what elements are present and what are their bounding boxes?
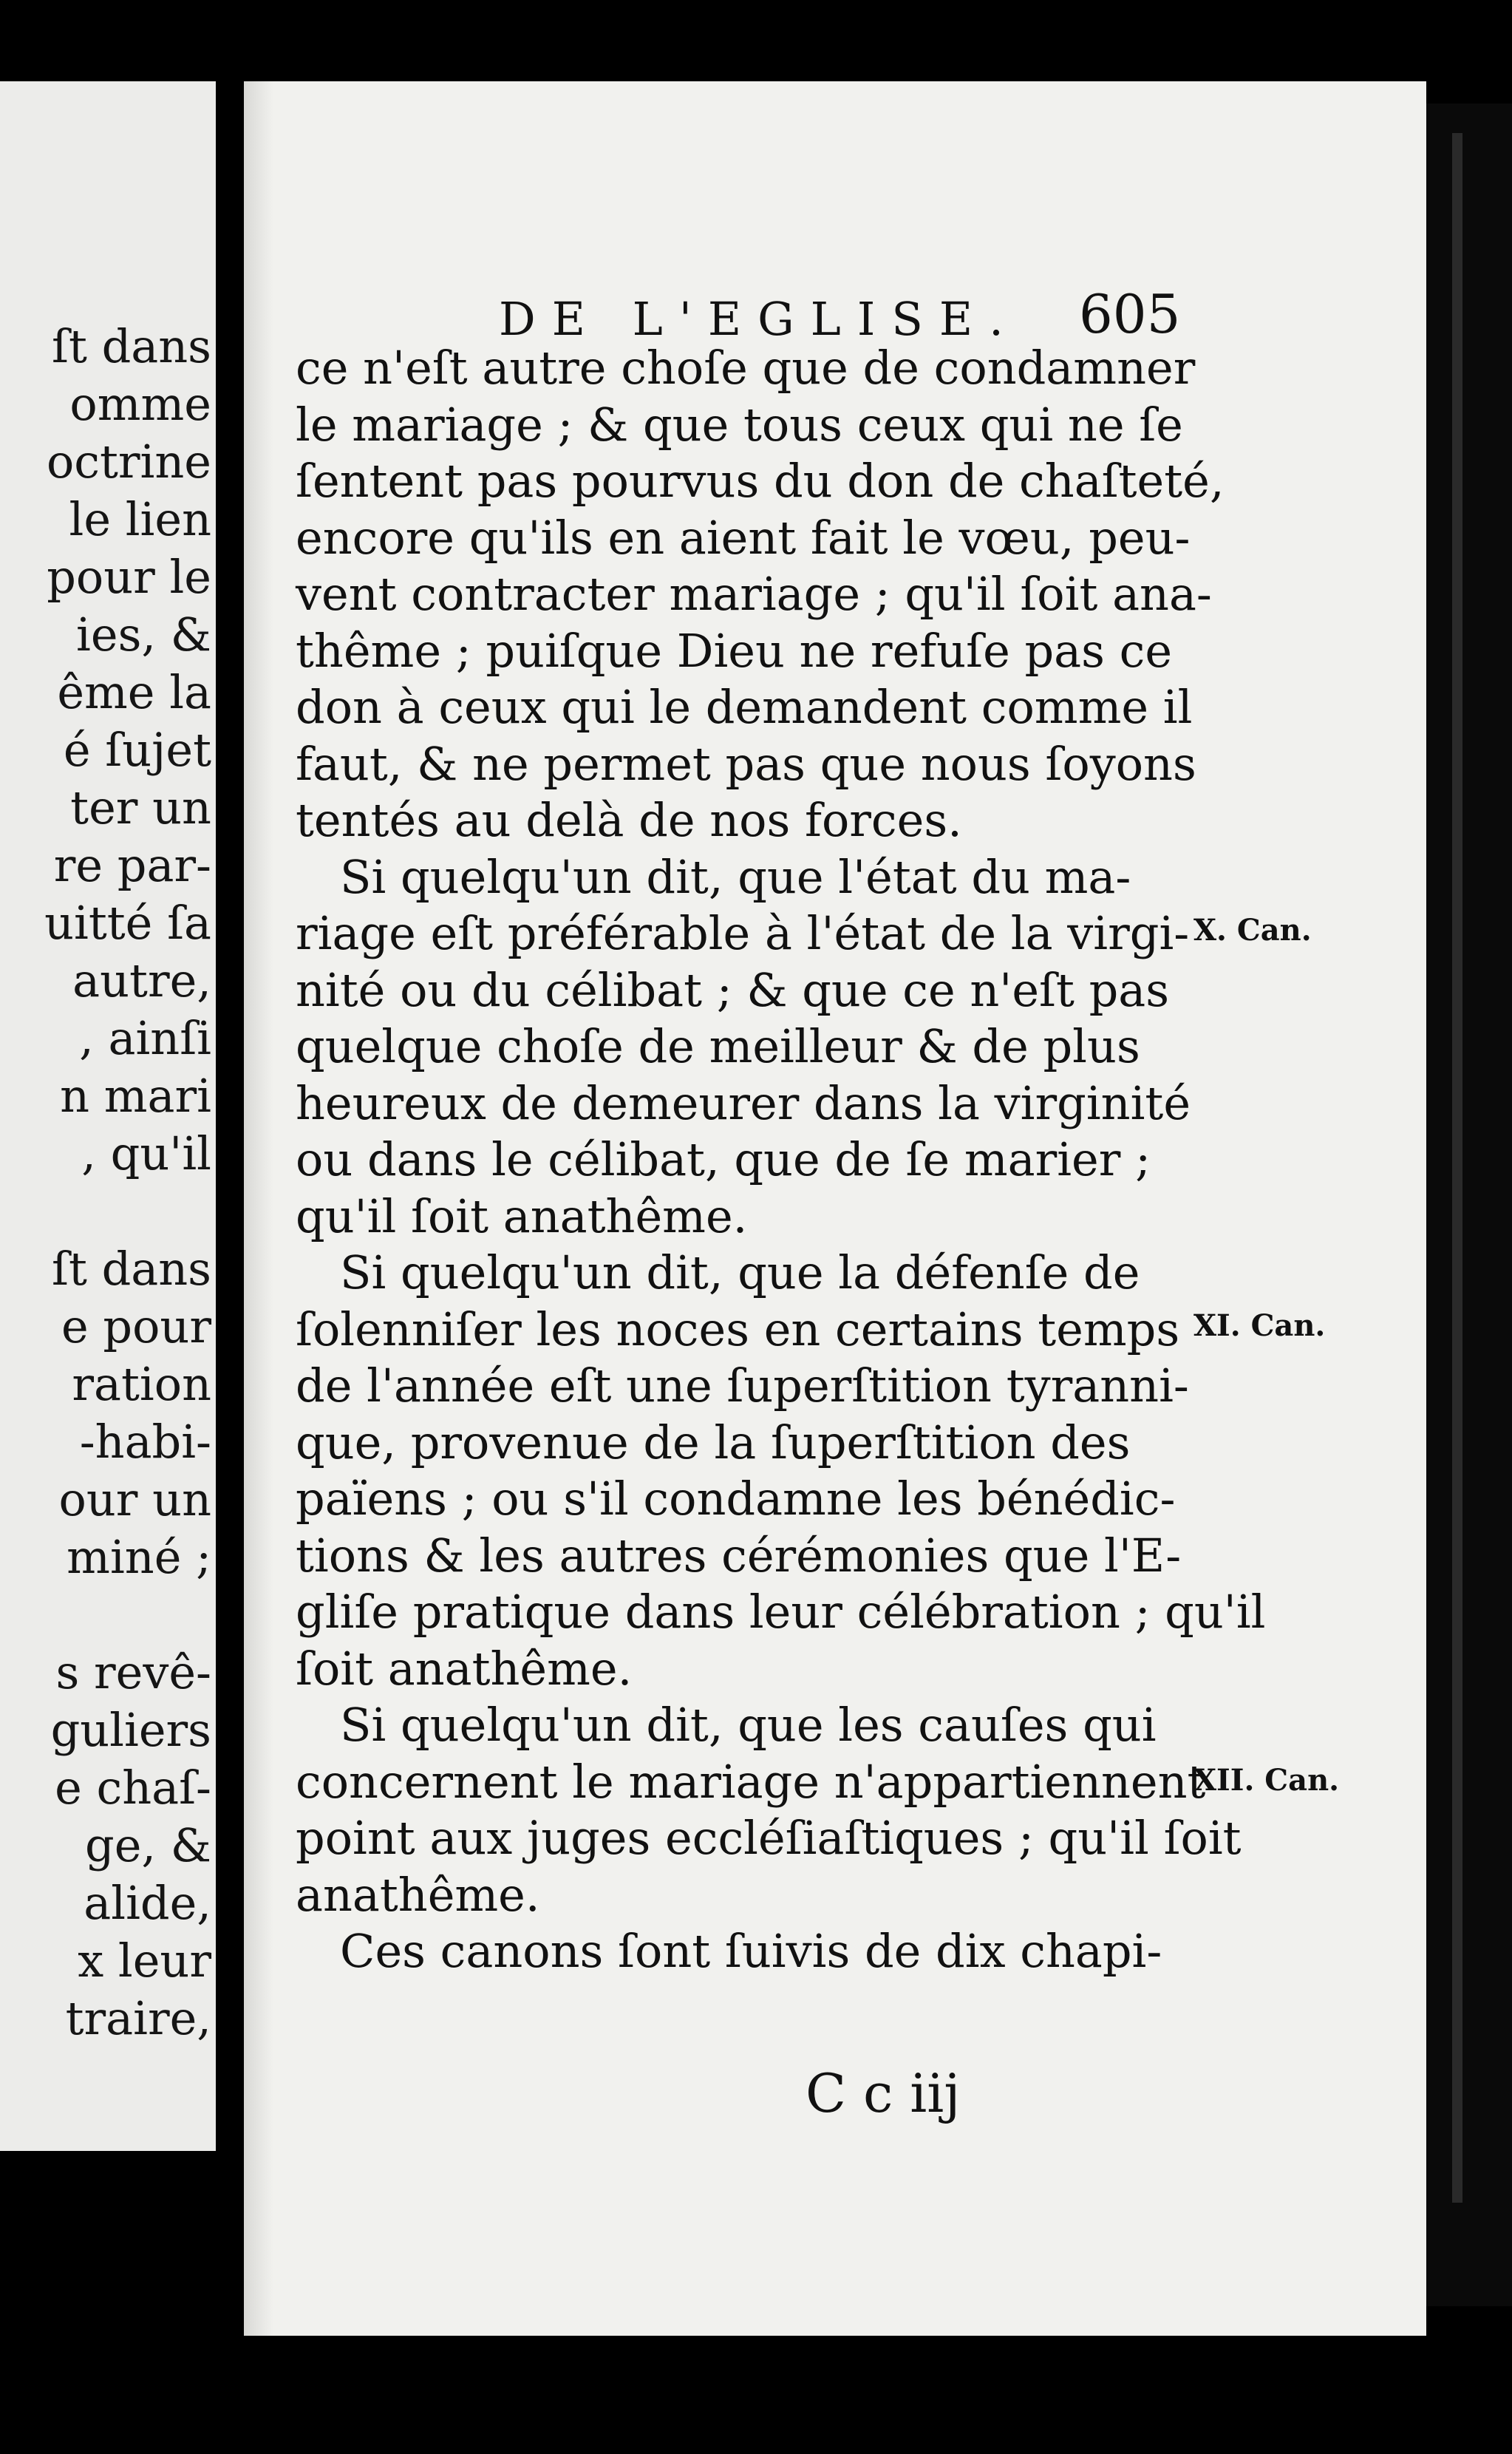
- text-line: thême ; puiſque Dieu ne refuſe pas ce: [296, 623, 1173, 678]
- text-line: concernent le mariage n'appartiennent: [296, 1754, 1206, 1809]
- signature-mark: C c iij: [806, 2062, 961, 2124]
- text-line: don à ceux qui le demandent comme il: [296, 680, 1193, 734]
- text-line: le mariage ; & que tous ceux qui ne ſe: [296, 397, 1183, 452]
- facing-line: ſt dans: [52, 319, 211, 373]
- text-line: qu'il ſoit anathême.: [296, 1189, 748, 1243]
- text-line: vent contracter mariage ; qu'il ſoit ana-: [296, 567, 1212, 621]
- facing-line: ter un: [70, 781, 211, 835]
- facing-line: n mari: [60, 1069, 211, 1123]
- text-line: point aux juges eccléſiaſtiques ; qu'il ſoit: [296, 1811, 1242, 1865]
- text-line: de l'année eſt une ſuperſtition tyranni-: [296, 1359, 1189, 1413]
- facing-line: -habi-: [79, 1415, 211, 1469]
- text-line: anathême.: [296, 1867, 540, 1922]
- text-line: quelque choſe de meilleur & de plus: [296, 1019, 1140, 1073]
- facing-line: , qu'il: [81, 1126, 211, 1180]
- facing-line: miné ;: [67, 1530, 211, 1584]
- facing-line: , ainſi: [79, 1011, 211, 1065]
- facing-line: ſt dans: [52, 1242, 211, 1296]
- facing-line: e pour: [61, 1299, 211, 1353]
- text-line: nité ou du célibat ; & que ce n'eſt pas: [296, 962, 1170, 1017]
- text-line: encore qu'ils en aient fait le vœu, peu-: [296, 510, 1191, 565]
- facing-line: uitté ſa: [44, 896, 211, 950]
- page-edge-shadow: [1426, 103, 1512, 2306]
- text-line: ce n'eſt autre choſe que de condamner: [296, 341, 1196, 395]
- text-line: ſentent pas pourvus du don de chaſteté,: [296, 454, 1225, 508]
- facing-line: ies, &: [76, 608, 211, 662]
- margin-note-canon-xii: XII. Can.: [1193, 1763, 1340, 1798]
- facing-line: guliers: [50, 1703, 211, 1757]
- text-line: que, provenue de la ſuperſtition des: [296, 1415, 1131, 1469]
- text-line: ſolenniſer les noces en certains temps: [296, 1302, 1180, 1356]
- facing-line: é ſujet: [63, 723, 211, 777]
- facing-line: alide,: [84, 1876, 211, 1930]
- canon-xi-start: Si quelqu'un dit, que la défenſe de: [340, 1245, 1140, 1299]
- facing-line: e chaſ-: [55, 1761, 211, 1815]
- facing-line: ge, &: [85, 1818, 211, 1872]
- facing-line: octrine: [46, 435, 211, 489]
- canon-x-start: Si quelqu'un dit, que l'état du ma-: [340, 849, 1131, 904]
- text-line: faut, & ne permet pas que nous ſoyons: [296, 736, 1196, 791]
- facing-line: re par-: [53, 838, 211, 892]
- facing-line: traire,: [65, 1991, 211, 2045]
- margin-note-canon-xi: XI. Can.: [1193, 1308, 1326, 1343]
- text-line: païens ; ou s'il condamne les bénédic-: [296, 1472, 1176, 1526]
- facing-page-fragment: [0, 81, 216, 2151]
- running-head: DE L'EGLISE.: [499, 292, 1020, 346]
- text-line: ou dans le célibat, que de ſe marier ;: [296, 1132, 1151, 1186]
- facing-line: s revê-: [55, 1645, 211, 1699]
- margin-note-canon-x: X. Can.: [1193, 913, 1312, 948]
- binding-rule: [1452, 133, 1462, 2203]
- facing-line: x leur: [78, 1934, 211, 1988]
- facing-line: autre,: [72, 954, 211, 1007]
- text-line: tentés au delà de nos forces.: [296, 793, 962, 847]
- text-line: Ces canons ſont ſuivis de dix chapi-: [340, 1924, 1162, 1978]
- text-line: ſoit anathême.: [296, 1641, 633, 1696]
- page-number: 605: [1079, 283, 1181, 345]
- gutter-shadow: [244, 81, 273, 2336]
- book-page: [244, 81, 1426, 2336]
- facing-line: le lien: [69, 492, 211, 546]
- canon-xii-start: Si quelqu'un dit, que les cauſes qui: [340, 1698, 1157, 1752]
- text-line: riage eſt préférable à l'état de la virgi-: [296, 906, 1190, 960]
- facing-line: our un: [58, 1472, 211, 1526]
- facing-line: pour le: [47, 550, 211, 604]
- facing-line: ration: [72, 1357, 211, 1411]
- facing-line: ême la: [57, 665, 211, 719]
- text-line: tions & les autres cérémonies que l'E-: [296, 1528, 1182, 1583]
- facing-line: omme: [69, 377, 211, 431]
- text-line: gliſe pratique dans leur célébration ; qu'il: [296, 1585, 1266, 1639]
- text-line: heureux de demeurer dans la virginité: [296, 1075, 1191, 1130]
